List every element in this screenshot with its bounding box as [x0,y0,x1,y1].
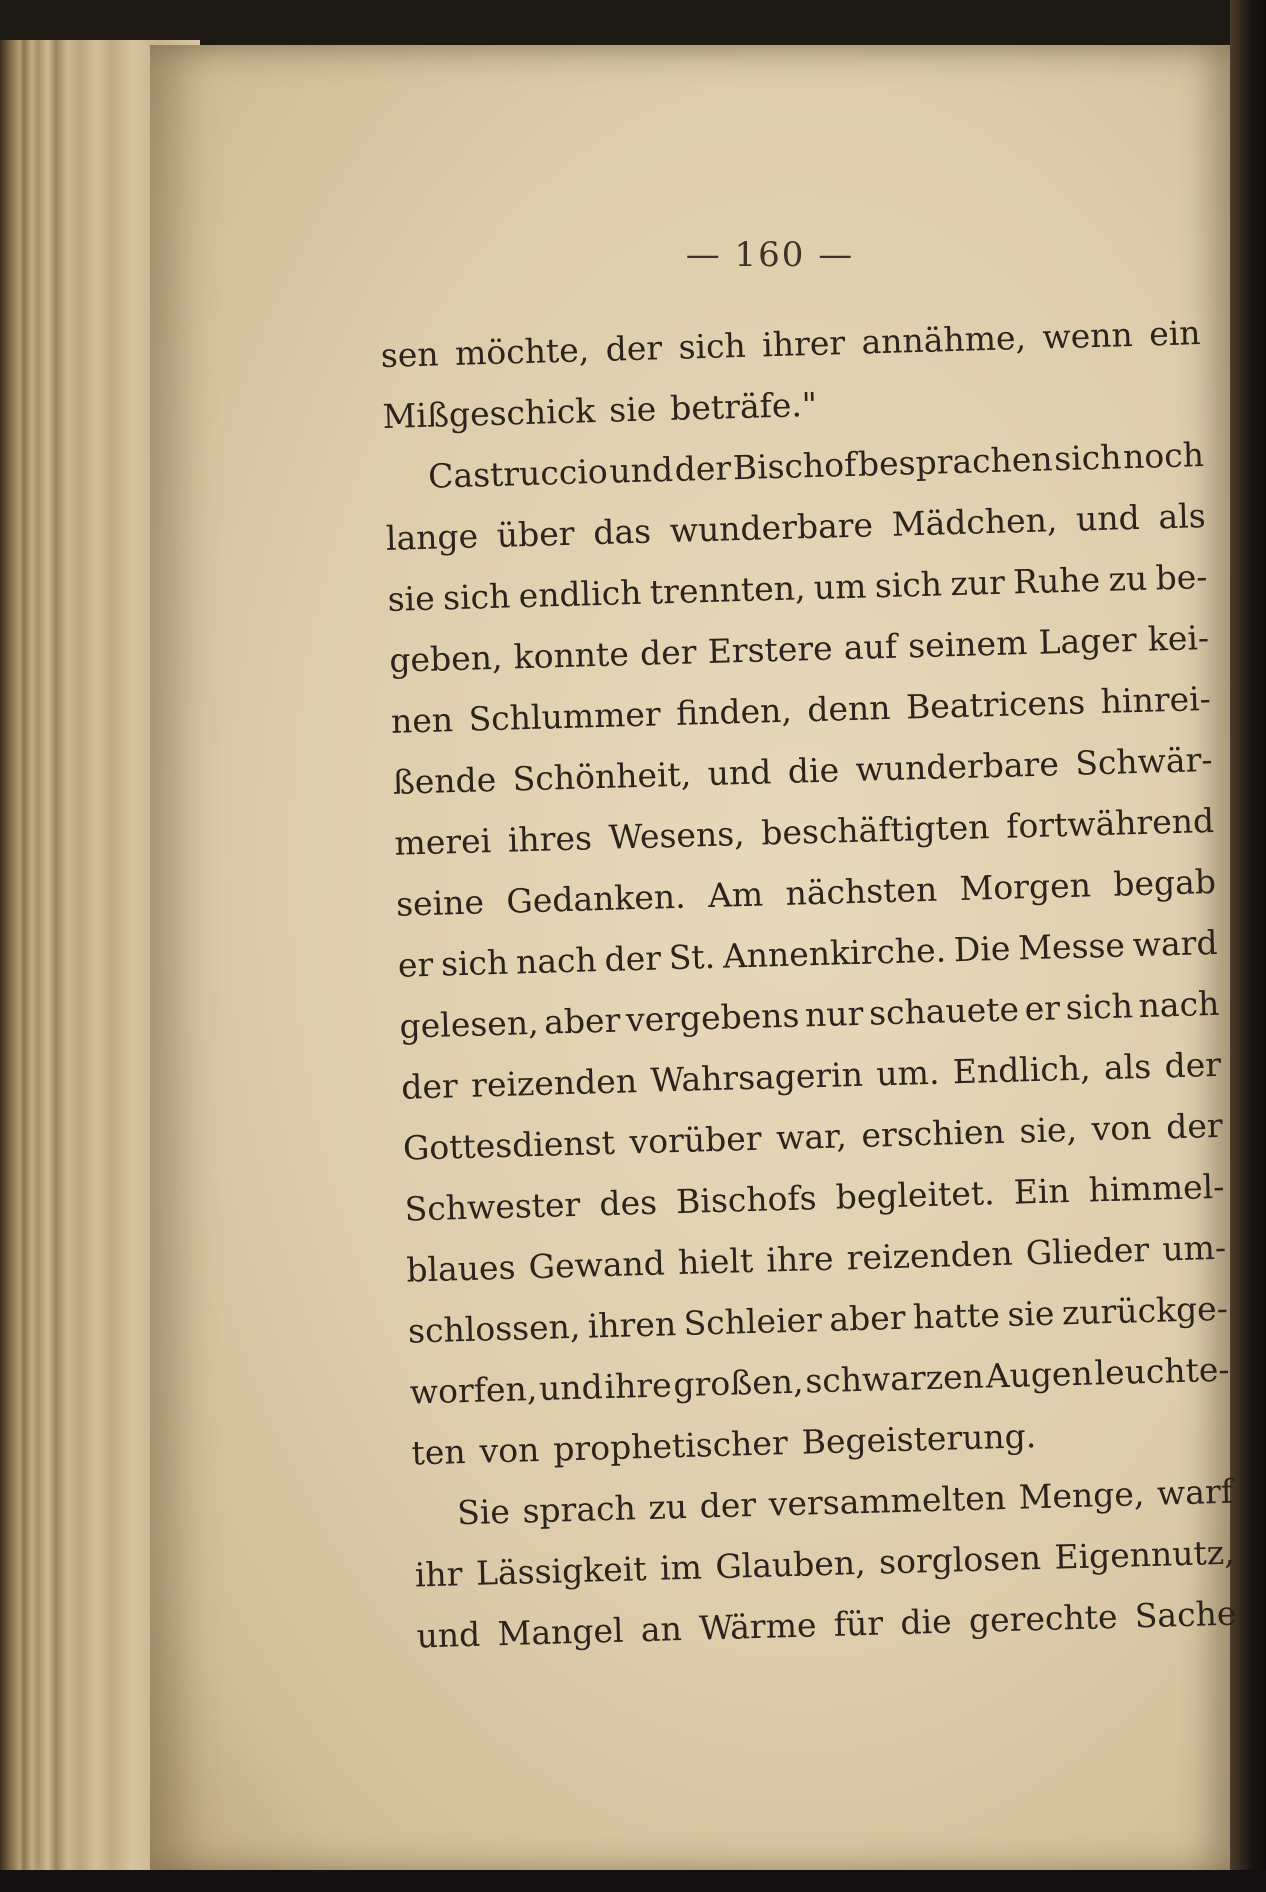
text-line: merei ihres Wesens, beschäftigten fortwährend [393,800,1215,863]
text-line: gelesen, aber vergebens nur schauete er sich nach [399,983,1220,1046]
text-line: schlossen, ihren Schleier aber hatte sie zurückge- [407,1288,1229,1351]
text-line: sie sich endlich trennten, um sich zur Ruhe zu be- [387,557,1208,619]
text-line: ten von prophetischer Begeisterung. [410,1416,1037,1473]
text-line: Castruccio und der Bischof besprachen sich noch [427,435,1205,496]
text-line: lange über das wunderbare Mädchen, und als [385,496,1207,558]
text-line: Mißgeschick sie beträfe." [382,384,818,436]
bottom-edge [0,1870,1266,1892]
text-line: Sie sprach zu der versammelten Menge, warf [456,1471,1234,1533]
text-line: sen möchte, der sich ihrer annähme, wenn ein [380,313,1201,375]
text-line: blaues Gewand hielt ihre reizenden Glieder um- [405,1227,1227,1290]
text-line: Gottesdienst vorüber war, erschien sie, von der [402,1105,1224,1168]
text-line: Schwester des Bischofs begleitet. Ein himmel- [404,1166,1225,1229]
text-line: ihr Lässigkeit im Glauben, sorglosen Eigennutz, [414,1532,1236,1595]
text-line: seine Gedanken. Am nächsten Morgen begab [395,861,1217,924]
text-line: der reizenden Wahrsagerin um. Endlich, als der [400,1044,1222,1107]
text-line: er sich nach der St. Annenkirche. Die Messe ward [397,922,1219,985]
page-number: — 160 — [685,235,855,275]
text-line: worfen, und ihre großen, schwarzen Augen leuchte- [409,1349,1230,1412]
body-text [380,302,1237,1666]
text-line: und Mangel an Wärme für die gerechte Sache [416,1593,1237,1656]
text-line: nen Schlummer finden, denn Beatricens hinrei- [390,678,1212,741]
text-line: ßende Schönheit, und die wunderbare Schwär- [392,739,1213,802]
text-line: geben, konnte der Erstere auf seinem Lager kei- [388,617,1210,680]
